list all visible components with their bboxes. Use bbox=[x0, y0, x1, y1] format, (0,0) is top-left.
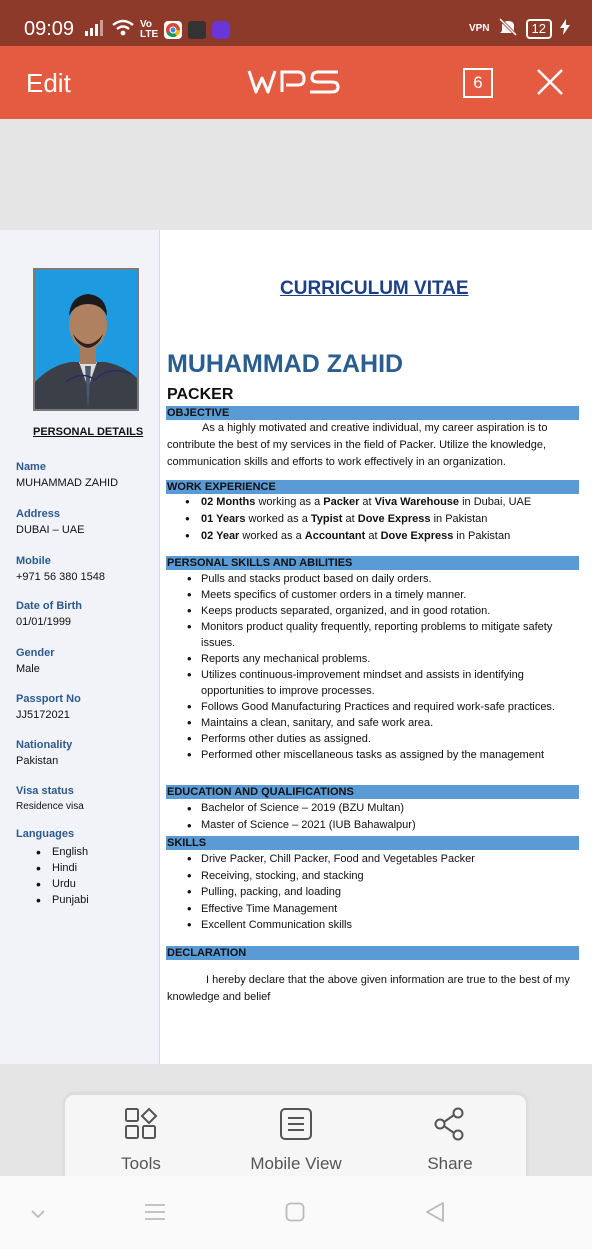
status-icons-left bbox=[84, 18, 230, 42]
dob-value: 01/01/1999 bbox=[16, 616, 72, 628]
ability-item: • Performs other duties as assigned. bbox=[201, 731, 576, 747]
vpn-shield-app-icon bbox=[212, 21, 230, 39]
ability-item: • Utilizes continuous-improvement mindset and assists in identifying opportunities to improve processes. bbox=[201, 667, 576, 699]
wps-logo bbox=[246, 68, 342, 101]
work-item: ● 02 Year worked as a Accountant at Dove Express in Pakistan bbox=[201, 528, 576, 545]
back-icon[interactable] bbox=[425, 1201, 445, 1228]
declaration-heading: DECLARATION bbox=[166, 946, 579, 960]
mute-icon bbox=[498, 17, 518, 40]
address-label: Address bbox=[16, 508, 61, 520]
skill-item: • Drive Packer, Chill Packer, Food and Vegetables Packer bbox=[201, 851, 576, 868]
candidate-role: PACKER bbox=[167, 386, 234, 403]
skills-abilities-list bbox=[201, 571, 576, 763]
chrome-icon bbox=[164, 21, 182, 39]
cv-main bbox=[160, 230, 592, 1064]
share-icon bbox=[433, 1128, 467, 1145]
education-item: • Bachelor of Science – 2019 (BZU Multan) bbox=[201, 800, 576, 817]
visa-status-value: Residence visa bbox=[16, 801, 84, 812]
mobile-label: Mobile bbox=[16, 555, 51, 567]
tools-label: Tools bbox=[121, 1154, 161, 1173]
mobile-value: +971 56 380 1548 bbox=[16, 571, 106, 583]
skill-item: • Receiving, stocking, and stacking bbox=[201, 868, 576, 885]
skills-list bbox=[201, 851, 576, 934]
ability-item: • Pulls and stacks product based on daily orders. bbox=[201, 571, 576, 587]
status-bar bbox=[0, 0, 592, 46]
status-time: 09:09 bbox=[24, 18, 75, 40]
passport-label: Passport No bbox=[16, 693, 81, 705]
mobile-view-button[interactable] bbox=[231, 1107, 361, 1174]
skills-abilities-heading: PERSONAL SKILLS AND ABILITIES bbox=[166, 556, 579, 570]
nationality-label: Nationality bbox=[16, 739, 73, 751]
gender-label: Gender bbox=[16, 647, 55, 659]
candidate-name: MUHAMMAD ZAHID bbox=[167, 350, 404, 378]
vpn-icon: VPN bbox=[468, 23, 490, 34]
cv-sidebar bbox=[0, 230, 160, 1064]
language-item: • English bbox=[36, 844, 89, 860]
education-heading: EDUCATION AND QUALIFICATIONS bbox=[166, 785, 579, 799]
chevron-down-icon[interactable] bbox=[30, 1206, 46, 1224]
skill-item: • Effective Time Management bbox=[201, 901, 576, 918]
profile-photo bbox=[33, 268, 139, 411]
document-page[interactable] bbox=[0, 230, 592, 1064]
education-list bbox=[201, 800, 576, 834]
share-button[interactable] bbox=[385, 1107, 515, 1174]
work-experience-heading: WORK EXPERIENCE bbox=[166, 480, 579, 494]
ability-item: • Follows Good Manufacturing Practices and required work-safe practices. bbox=[201, 699, 576, 715]
signal-icon bbox=[84, 19, 106, 42]
skills-heading: SKILLS bbox=[166, 836, 579, 850]
share-label: Share bbox=[427, 1154, 473, 1173]
app-header bbox=[0, 46, 592, 119]
status-icons-right bbox=[469, 17, 570, 40]
bottom-toolbar bbox=[64, 1094, 527, 1184]
work-item: ● 01 Years worked as a Typist at Dove Express in Pakistan bbox=[201, 511, 576, 528]
system-nav-bar bbox=[0, 1176, 592, 1249]
battery-indicator: 12 bbox=[526, 19, 552, 39]
ability-item: • Maintains a clean, sanitary, and safe work area. bbox=[201, 715, 576, 731]
mobile-view-label: Mobile View bbox=[250, 1154, 342, 1173]
personal-details-heading: PERSONAL DETAILS bbox=[33, 426, 144, 438]
calculator-app-icon bbox=[188, 21, 206, 39]
language-item: • Urdu bbox=[36, 876, 89, 892]
language-item: • Hindi bbox=[36, 860, 89, 876]
ability-item: • Keeps products separated, organized, and in good rotation. bbox=[201, 603, 576, 619]
home-icon[interactable] bbox=[285, 1202, 305, 1227]
objective-heading: OBJECTIVE bbox=[166, 406, 579, 420]
cv-title: CURRICULUM VITAE bbox=[280, 278, 469, 299]
declaration-text: I hereby declare that the above given information are true to the best of my knowledge and belief bbox=[167, 974, 570, 1003]
tools-button[interactable] bbox=[76, 1107, 206, 1174]
tools-icon bbox=[124, 1128, 158, 1145]
menu-icon[interactable] bbox=[144, 1203, 166, 1226]
ability-item: • Monitors product quality frequently, reporting problems to mitigate safety issues. bbox=[201, 619, 576, 651]
name-label: Name bbox=[16, 461, 46, 473]
nationality-value: Pakistan bbox=[16, 755, 59, 767]
volte-label: Vo LTE bbox=[140, 19, 159, 40]
ability-item: • Meets specifics of customer orders in a timely manner. bbox=[201, 587, 576, 603]
languages-label: Languages bbox=[16, 828, 75, 840]
gender-value: Male bbox=[16, 663, 40, 675]
close-icon[interactable] bbox=[536, 68, 564, 96]
objective-text: As a highly motivated and creative individual, my career aspiration is to contribute the best of my services in the field of Packer. Utilize the knowledge, communication skills and efforts to work effectively in an organization. bbox=[167, 422, 548, 468]
wifi-icon bbox=[112, 19, 134, 42]
ability-item: • Performed other miscellaneous tasks as assigned by the management bbox=[201, 747, 576, 763]
skill-item: • Pulling, packing, and loading bbox=[201, 884, 576, 901]
visa-status-label: Visa status bbox=[16, 785, 74, 797]
languages-list bbox=[36, 844, 89, 908]
skill-item: • Excellent Communication skills bbox=[201, 917, 576, 934]
name-value: MUHAMMAD ZAHID bbox=[16, 477, 119, 489]
page-count-button[interactable]: 6 bbox=[463, 68, 493, 98]
ability-item: • Reports any mechanical problems. bbox=[201, 651, 576, 667]
dob-label: Date of Birth bbox=[16, 600, 82, 612]
passport-value: JJ5172021 bbox=[16, 709, 70, 721]
mobile-view-icon bbox=[279, 1128, 313, 1145]
work-item: ● 02 Months working as a Packer at Viva Warehouse in Dubai, UAE bbox=[201, 494, 576, 511]
work-experience-list bbox=[201, 494, 576, 545]
language-item: • Punjabi bbox=[36, 892, 89, 908]
address-value: DUBAI – UAE bbox=[16, 524, 85, 536]
edit-button[interactable]: Edit bbox=[26, 68, 71, 98]
charging-icon bbox=[560, 19, 570, 38]
education-item: • Master of Science – 2021 (IUB Bahawalpur) bbox=[201, 817, 576, 834]
